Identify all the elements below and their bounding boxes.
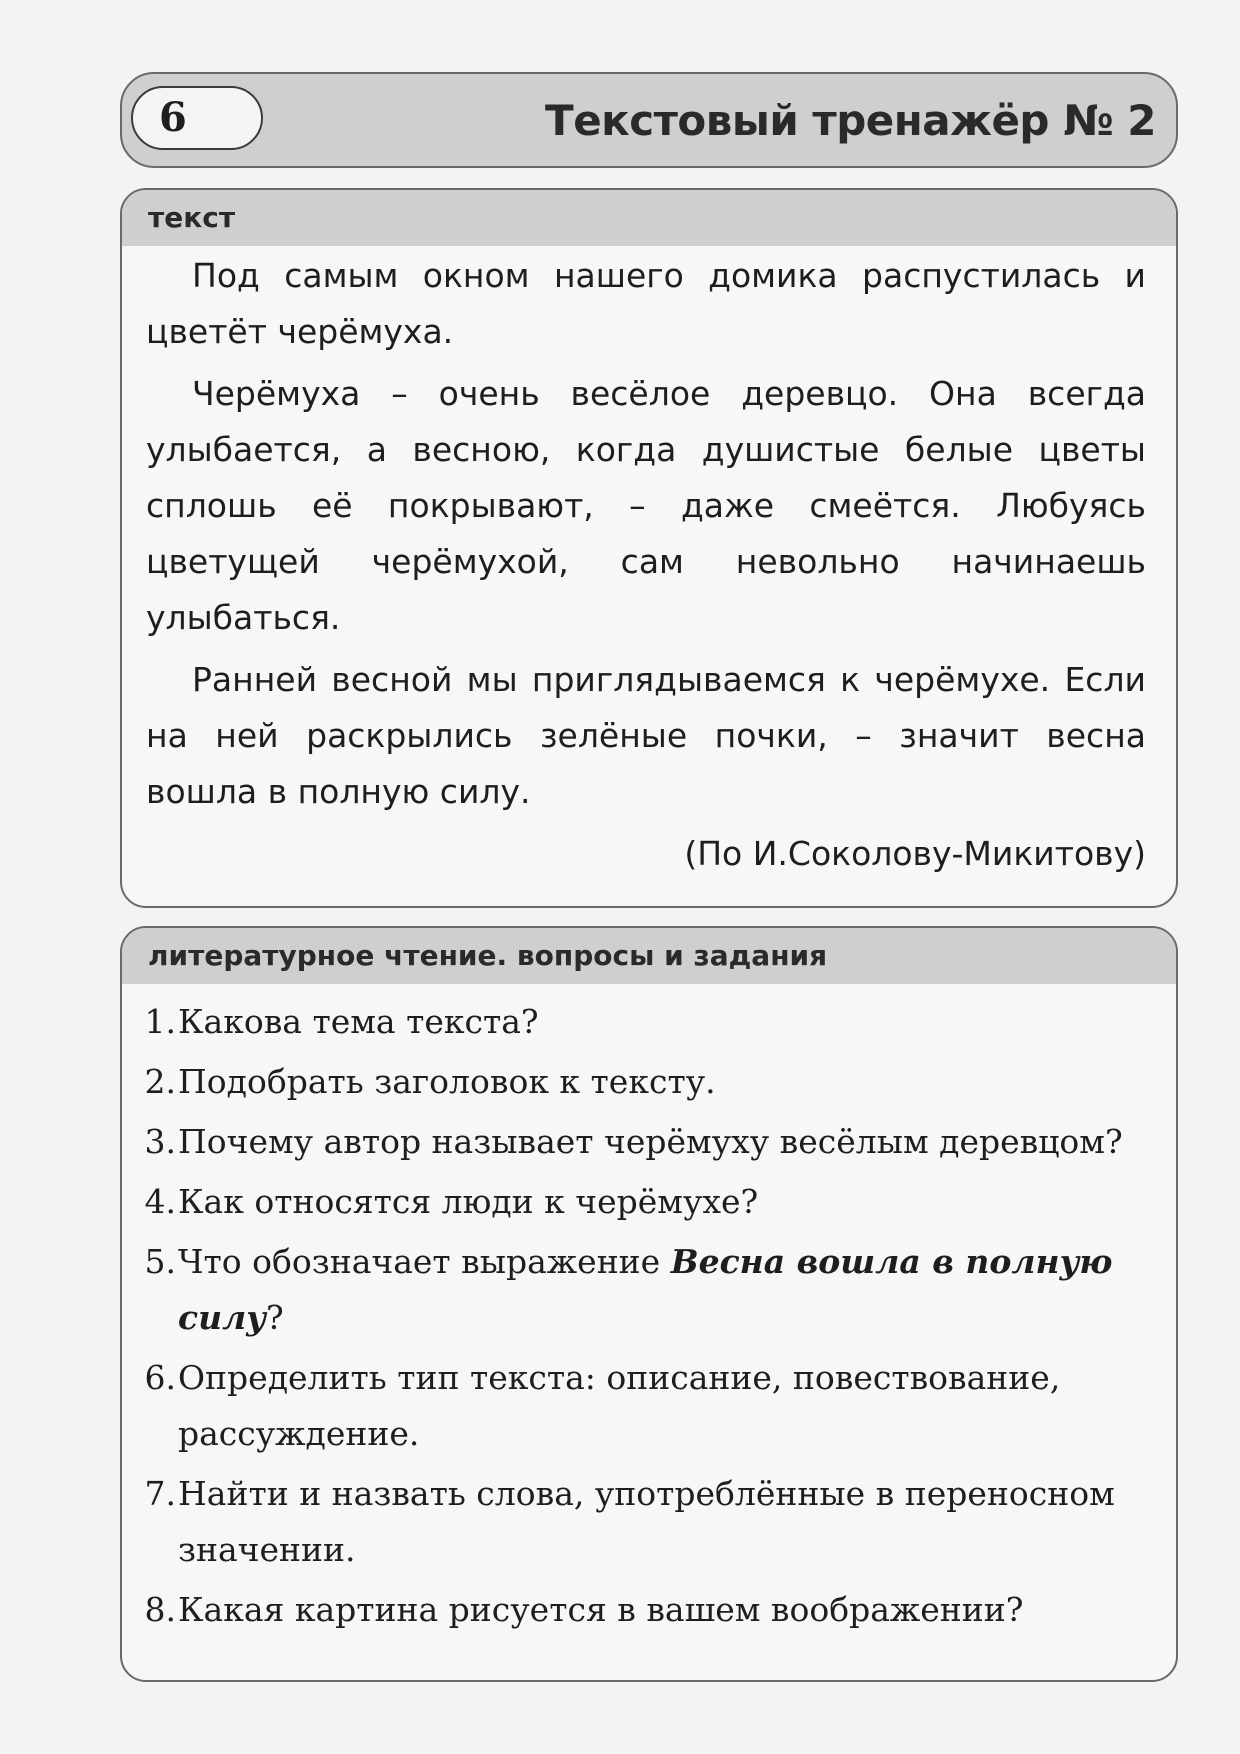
question-number: 4. xyxy=(144,1182,176,1221)
question-text-with-emphasis xyxy=(178,1234,1154,1346)
question-item xyxy=(132,1234,1154,1346)
page-title: Текстовый тренажёр № 2 xyxy=(545,96,1156,145)
question-number: 6. xyxy=(144,1358,176,1397)
question-text: Определить тип текста: описание, повествование, рассуждение. xyxy=(178,1358,1061,1453)
question-number: 1. xyxy=(144,1002,176,1041)
questions-list xyxy=(122,984,1176,1638)
passage-paragraph: Ранней весной мы приглядываемся к черёмухе. Если на ней раскрылись зелёные почки, – значит весна вошла в полную силу. xyxy=(146,660,1146,811)
question-text: Что обозначает выражение xyxy=(178,1242,671,1281)
question-item xyxy=(132,1114,1154,1170)
question-item xyxy=(132,1054,1154,1110)
question-text: Как относятся люди к черёмухе? xyxy=(178,1182,759,1221)
question-text: Какова тема текста? xyxy=(178,1002,539,1041)
question-text: Какая картина рисуется в вашем воображении? xyxy=(178,1590,1024,1629)
questions-panel xyxy=(120,926,1178,1682)
attribution: (По И.Соколову-Микитову) xyxy=(684,834,1146,873)
question-item xyxy=(132,1582,1154,1638)
question-text: Почему автор называет черёмуху весёлым деревцом? xyxy=(178,1122,1123,1161)
questions-section-label: литературное чтение. вопросы и задания xyxy=(122,928,1176,984)
question-suffix: ? xyxy=(265,1298,284,1337)
question-number: 7. xyxy=(144,1474,176,1513)
passage-paragraph: Под самым окном нашего домика распустилась и цветёт черёмуха. xyxy=(146,256,1146,351)
question-number: 2. xyxy=(144,1062,176,1101)
question-item xyxy=(132,1350,1154,1462)
question-text: Подобрать заголовок к тексту. xyxy=(178,1062,716,1101)
question-item xyxy=(132,1466,1154,1578)
emphasized-phrase: Весна вошла в полную силу xyxy=(178,1242,1113,1337)
text-panel xyxy=(120,188,1178,908)
question-text: Найти и назвать слова, употреблённые в переносном значении. xyxy=(178,1474,1115,1569)
question-item xyxy=(132,1174,1154,1230)
page-number: 6 xyxy=(131,86,263,150)
passage xyxy=(122,246,1176,882)
question-item xyxy=(132,994,1154,1050)
question-number: 8. xyxy=(144,1590,176,1629)
text-section-label: текст xyxy=(122,190,1176,246)
passage-paragraph: Черёмуха – очень весёлое деревцо. Она всегда улыбается, а весною, когда душистые белые цветы сплошь её покрывают, – даже смеётся. Любуясь цветущей черёмухой, сам невольно начинаешь улыбаться. xyxy=(146,374,1146,637)
question-number: 5. xyxy=(144,1242,176,1281)
question-number: 3. xyxy=(144,1122,176,1161)
